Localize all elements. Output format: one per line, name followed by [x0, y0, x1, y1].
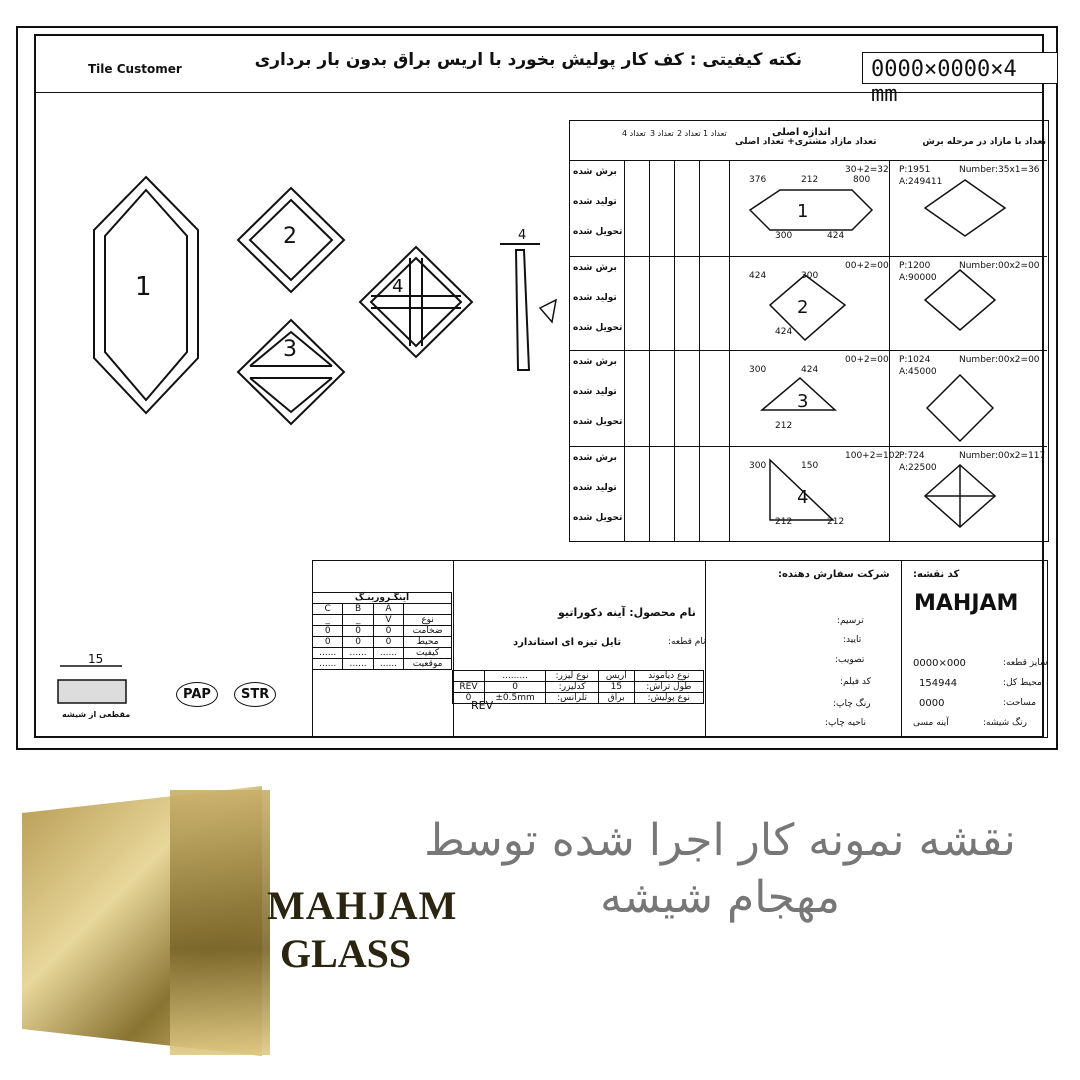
row-number: Number:00x2=117 [959, 451, 1046, 461]
label-type: نوع [404, 615, 452, 626]
row-shape-id: 4 [797, 487, 809, 508]
row-a: A:45000 [899, 367, 937, 377]
logo-pattern-right [170, 790, 270, 1055]
col-b: B [343, 604, 373, 615]
print-area-label: ناحیه چاپ: [825, 718, 867, 728]
row-dim: 150 [801, 461, 819, 471]
label-thickness: ضخامت [404, 626, 452, 637]
accept-label: تصویب: [835, 655, 865, 665]
row-formula: 00+2=00 [845, 355, 889, 365]
engraving-title: اینگـرورینـگ [313, 593, 452, 604]
row-dim: 212 [775, 421, 793, 431]
row-shape-id: 2 [797, 297, 809, 318]
order-company: شرکت سفارش دهنده: [778, 569, 890, 580]
bevel-dim: 15 [88, 652, 104, 666]
qty-col-2: تعداد 2 [677, 129, 701, 138]
str-stamp: STR [234, 682, 276, 707]
quality-note: نکته کیفیتی : کف کار پولیش بخورد با اریس براق بدون بار برداری [254, 50, 802, 70]
perim-b: 0 [343, 637, 373, 648]
polish-value: براق [598, 693, 634, 704]
shape-3-outline [238, 320, 344, 424]
row-p: P:724 [899, 451, 925, 461]
bevel-caption: مقطعی از شیشه [62, 710, 131, 719]
area-value: 0000 [919, 698, 945, 709]
piece-value: تایل تیزه ای استاندارد [513, 637, 622, 648]
zero-cell: 0 [453, 693, 485, 704]
row-status: تولید شده [573, 293, 617, 303]
polish-type: نوع پولیش: [634, 693, 703, 704]
row-a: A:22500 [899, 463, 937, 473]
row-formula: 100+2=102 [845, 451, 901, 461]
row-formula: 00+2=00 [845, 261, 889, 271]
row-dim: 424 [801, 365, 819, 375]
glass-color-label: رنگ شیشه: [983, 718, 1027, 728]
row-shape-id: 1 [797, 201, 809, 222]
col-c: C [313, 604, 343, 615]
row-a: A:249411 [899, 177, 943, 187]
perimeter-value: 154944 [919, 678, 958, 689]
rev-cell: REV [453, 682, 485, 693]
tolerance-label: تلرانس: [546, 693, 599, 704]
brand-mahjam: MAHJAM [267, 883, 458, 928]
perim-a: 0 [373, 637, 403, 648]
row-status: برش شده [573, 167, 617, 177]
row-status: تحویل شده [573, 227, 623, 237]
quality-c: ...... [313, 648, 343, 659]
size-label: سایز قطعه: [1003, 658, 1048, 668]
row-dim: 300 [775, 231, 793, 241]
row-status: برش شده [573, 357, 617, 367]
footer-caption [395, 812, 1045, 926]
footer-line-1: نقشه نمونه کار اجرا شده توسط [424, 815, 1016, 866]
pap-stamp: PAP [176, 682, 218, 707]
row-dim: 300 [749, 365, 767, 375]
tolerance-value: ±0.5mm [484, 693, 545, 704]
row-status: برش شده [573, 453, 617, 463]
row-dim: 212 [801, 175, 819, 185]
row-a: A:90000 [899, 273, 937, 283]
row-status: تولید شده [573, 387, 617, 397]
shape-1-number: 1 [135, 272, 152, 302]
qty-col-3: تعداد 3 [650, 129, 674, 138]
edge-value: 0 [484, 682, 545, 693]
map-code: کد نقشه: [913, 569, 960, 580]
col-count-extra: تعداد مازاد مشتری+ تعداد اصلی [735, 137, 877, 147]
row-status: تحویل شده [573, 513, 623, 523]
perimeter-label: محیط کل: [1003, 678, 1042, 688]
position-b: ...... [343, 659, 373, 670]
row-dim: 424 [827, 231, 845, 241]
row-p: P:1951 [899, 165, 931, 175]
brand-glass: GLASS [280, 931, 412, 976]
piece-name: نام قطعه: [668, 637, 706, 647]
label-quality: کیفیت [404, 648, 452, 659]
grind-value: 15 [598, 682, 634, 693]
thick-a: 0 [373, 626, 403, 637]
position-c: ...... [313, 659, 343, 670]
table-row [569, 160, 1047, 257]
size-box: 0000×0000×4 mm [862, 52, 1058, 84]
row-status: تحویل شده [573, 323, 623, 333]
approve-label: تایید: [843, 635, 862, 645]
row-p: P:1024 [899, 355, 931, 365]
row-formula: 30+2=32 [845, 165, 889, 175]
shape-2-number: 2 [283, 224, 297, 249]
row-dim: 424 [775, 327, 793, 337]
glass-color-value: آینه مسی [913, 718, 949, 728]
table-row [569, 350, 1047, 447]
quality-b: ...... [343, 648, 373, 659]
type-a: V [373, 615, 403, 626]
col-main-size: اندازه اصلی [772, 127, 831, 138]
shape-4-outline [360, 247, 472, 357]
row-dim: 800 [853, 175, 871, 185]
row-number: Number:00x2=00 [959, 355, 1040, 365]
row-shape-id: 3 [797, 391, 809, 412]
position-a: ...... [373, 659, 403, 670]
row-status: تحویل شده [573, 417, 623, 427]
print-color-label: رنگ چاپ: [833, 699, 871, 709]
row-number: Number:00x2=00 [959, 261, 1040, 271]
diamond-type: نوع دیاموند [634, 671, 703, 682]
laser-type: نوع لیزر: [546, 671, 599, 682]
col-a: A [373, 604, 403, 615]
film-label: کد فیلم: [840, 677, 871, 687]
size-value: 0000×000 [913, 658, 966, 669]
diamond-value: اریس [598, 671, 634, 682]
thickness-label: 4 [518, 228, 527, 243]
col-count-cut: تعداد با مازاد در مرحله برش [922, 137, 1046, 147]
draw-label: ترسیم: [837, 616, 864, 626]
row-dim: 424 [749, 271, 767, 281]
footer-line-2: مهجام شیشه [600, 872, 840, 924]
laser-value: ......... [484, 671, 545, 682]
shape-4-number: 4 [392, 276, 404, 297]
type-c: _ [313, 615, 343, 626]
perim-c: 0 [313, 637, 343, 648]
row-dim: 300 [801, 271, 819, 281]
thick-b: 0 [343, 626, 373, 637]
row-dim: 300 [749, 461, 767, 471]
row-dim: 212 [775, 517, 793, 527]
quality-a: ...... [373, 648, 403, 659]
table-row [569, 446, 1047, 541]
row-status: تولید شده [573, 483, 617, 493]
area-label: مساحت: [1003, 698, 1037, 708]
row-p: P:1200 [899, 261, 931, 271]
rev-label: REV [471, 699, 494, 712]
label-perimeter: محیط [404, 637, 452, 648]
product-name: نام محصول: آینه دکوراتیو [558, 606, 696, 619]
engraving-table [312, 592, 452, 670]
grind-length: طول تراش: [634, 682, 703, 693]
row-number: Number:35x1=36 [959, 165, 1040, 175]
row-status: تولید شده [573, 197, 617, 207]
qty-col-4: تعداد 4 [622, 129, 646, 138]
customer-label: Tile Customer [88, 62, 182, 76]
label-position: موقعیت [404, 659, 452, 670]
edge-code: کدلیزر: [546, 682, 599, 693]
table-row [569, 256, 1047, 353]
row-dim: 376 [749, 175, 767, 185]
process-table [452, 670, 704, 704]
shape-3-number: 3 [283, 337, 297, 362]
row-status: برش شده [573, 263, 617, 273]
row-dim: 212 [827, 517, 845, 527]
thick-c: 0 [313, 626, 343, 637]
qty-col-1: تعداد 1 [703, 129, 727, 138]
logo-mahjam: MAHJAM [914, 591, 1019, 616]
edge-profile [516, 250, 529, 370]
type-b: _ [343, 615, 373, 626]
